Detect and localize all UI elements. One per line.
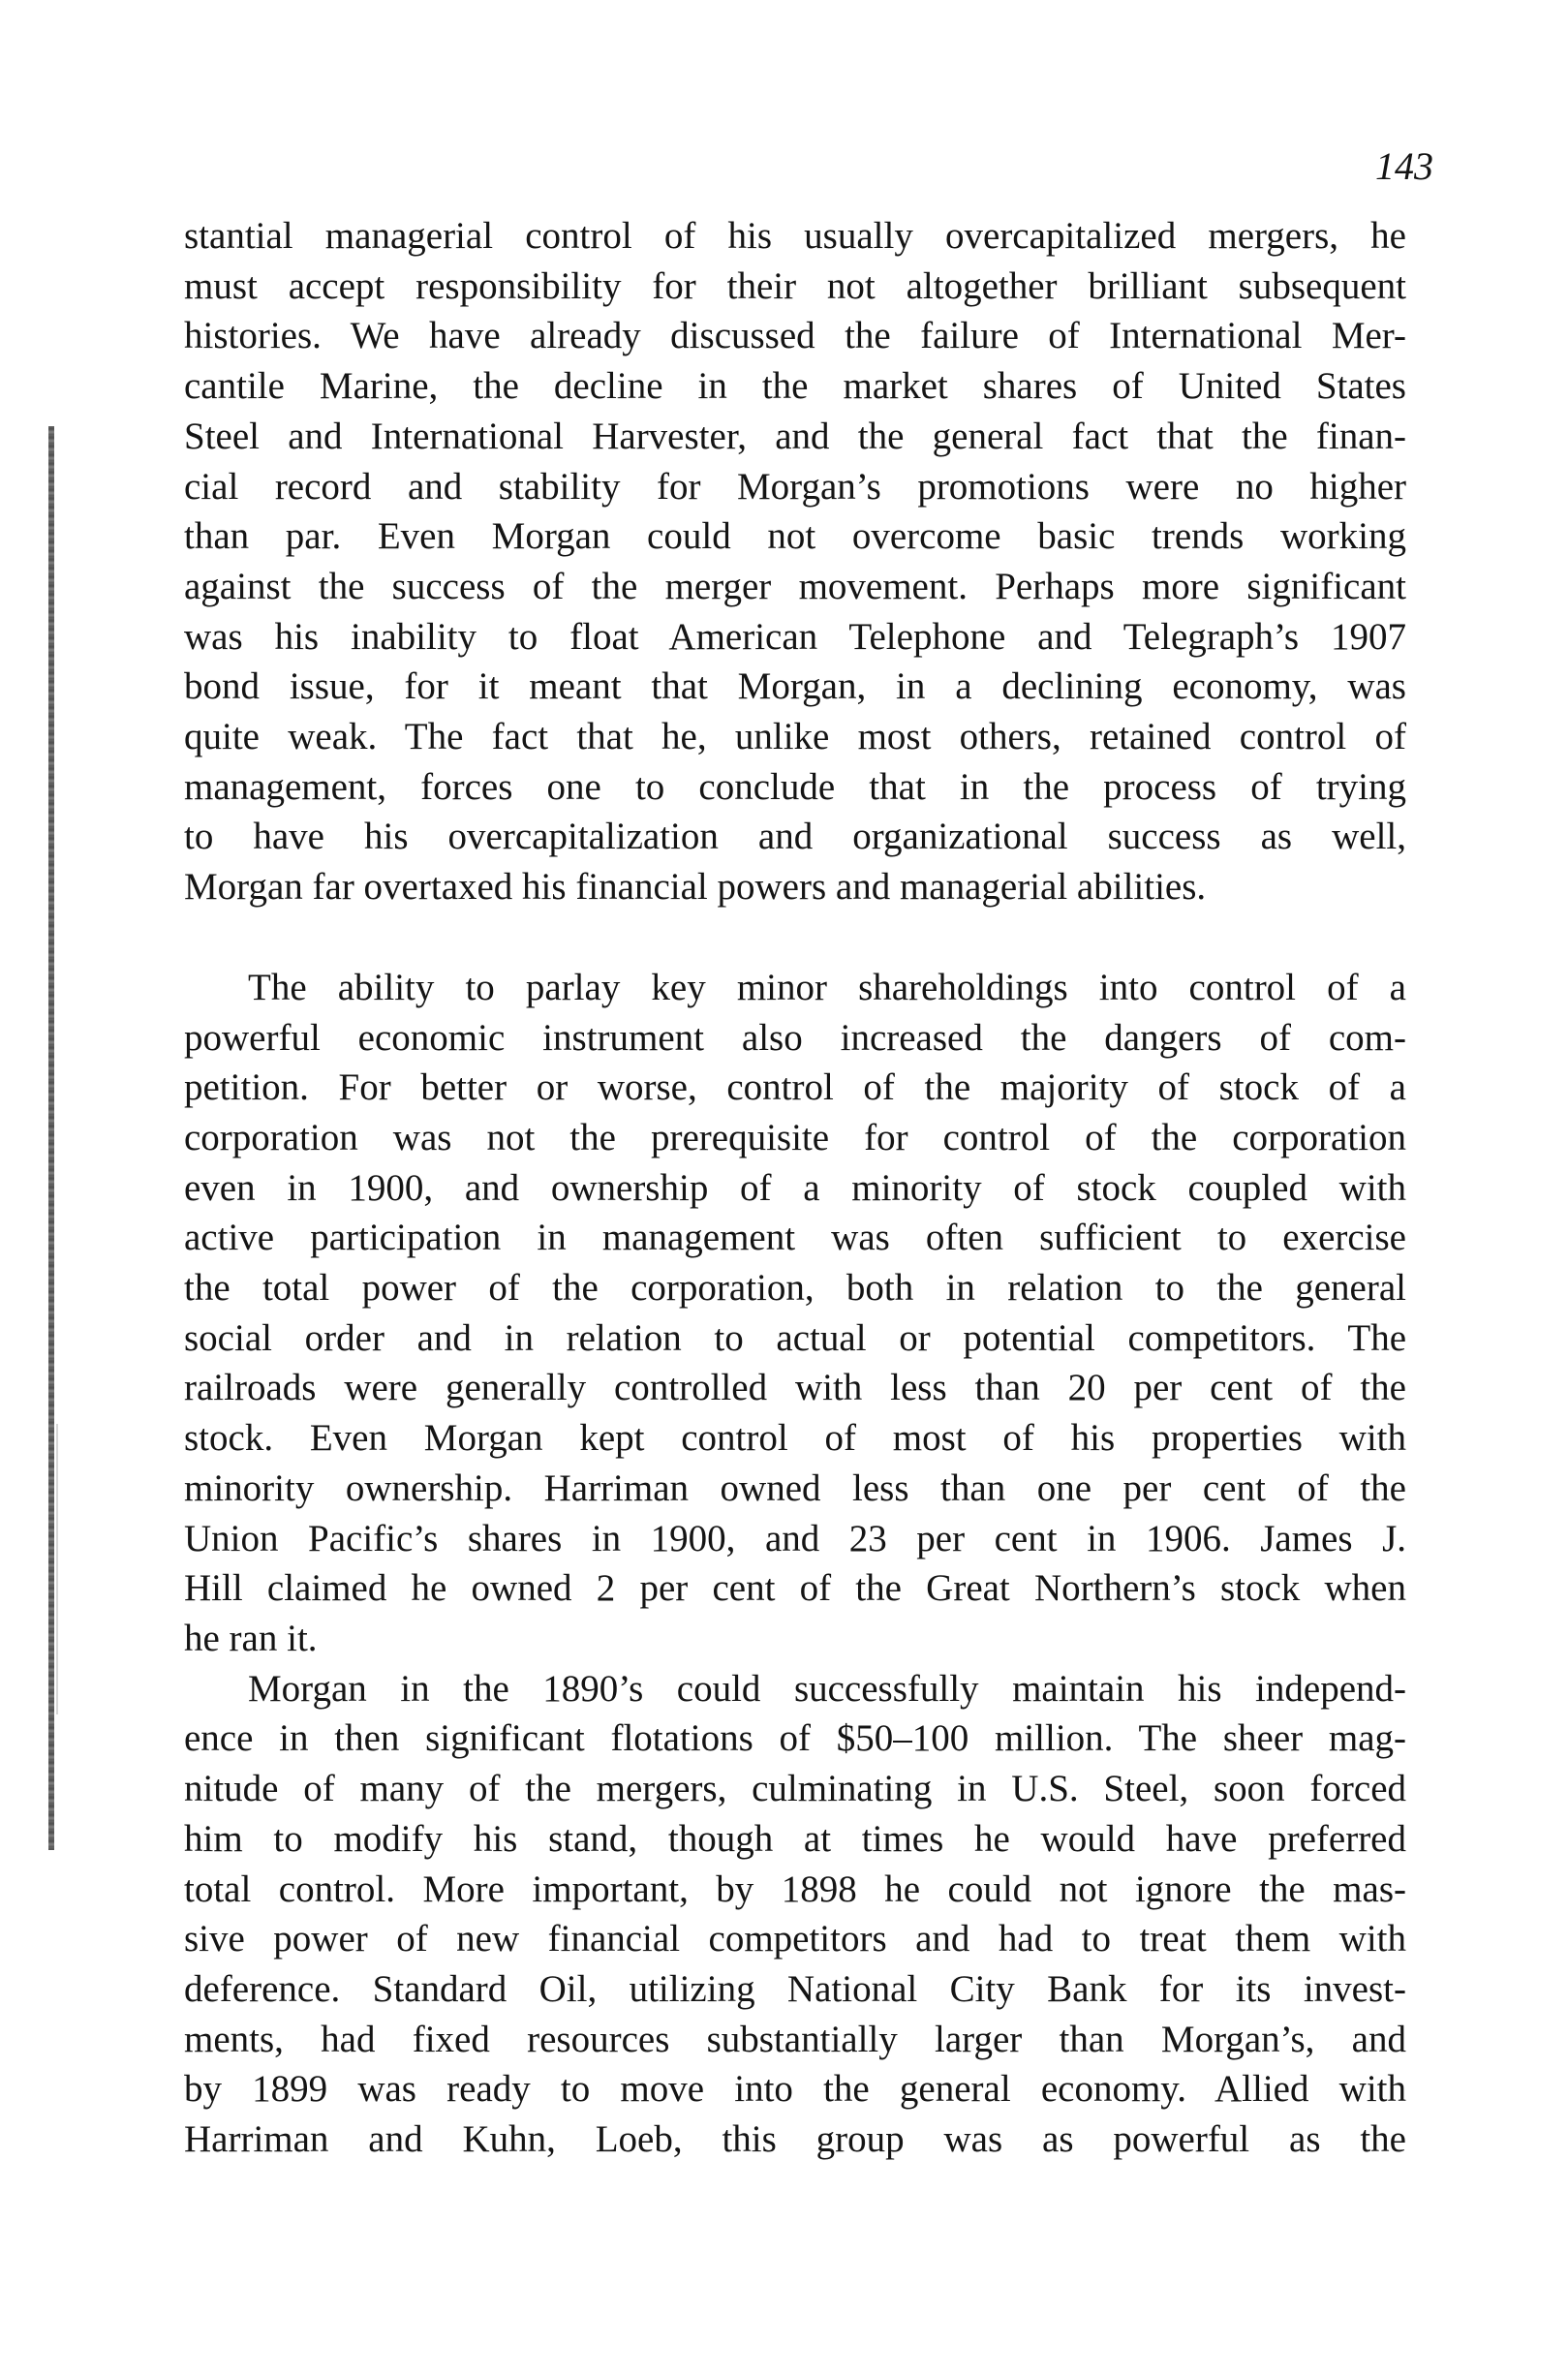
text-line: ence in then significant flotations of $50–100 million. The sheer mag- (184, 1717, 1406, 1760)
section-break (184, 912, 1406, 963)
text-line: sive power of new financial competitors and had to treat them with (184, 1918, 1406, 1960)
text-line: management, forces one to conclude that in the process of trying (184, 765, 1406, 808)
text-line: Union Pacific’s shares in 1900, and 23 per cent in 1906. James J. (184, 1517, 1406, 1559)
text-line: The ability to parlay key minor shareholdings into control of a (248, 966, 1406, 1008)
text-line: deference. Standard Oil, utilizing National City Bank for its invest- (184, 1967, 1406, 2010)
text-line: by 1899 was ready to move into the general economy. Allied with (184, 2068, 1406, 2111)
text-line: total control. More important, by 1898 he could not ignore the mas- (184, 1868, 1406, 1910)
text-line: powerful economic instrument also increased the dangers of com- (184, 1016, 1406, 1059)
text-line: than par. Even Morgan could not overcome basic trends working (184, 515, 1406, 558)
body-text (184, 211, 1406, 2165)
text-line: ments, had fixed resources substantially larger than Morgan’s, and (184, 2018, 1406, 2060)
text-line: Steel and International Harvester, and the general fact that the finan- (184, 415, 1406, 457)
text-line: against the success of the merger movement. Perhaps more significant (184, 565, 1406, 607)
text-line: social order and in relation to actual or potential competitors. The (184, 1316, 1406, 1359)
text-line: stock. Even Morgan kept control of most of his properties with (184, 1417, 1406, 1460)
text-line: quite weak. The fact that he, unlike most others, retained control of (184, 716, 1406, 758)
text-line: active participation in management was often sufficient to exercise (184, 1217, 1406, 1259)
text-line: Morgan far overtaxed his financial powers and managerial abilities. (184, 866, 1207, 909)
text-line: he ran it. (184, 1617, 318, 1659)
text-line: Morgan in the 1890’s could successfully maintain his independ- (248, 1667, 1406, 1710)
text-line: nitude of many of the mergers, culminating in U.S. Steel, soon forced (184, 1768, 1406, 1810)
text-line: Hill claimed he owned 2 per cent of the Great Northern’s stock when (184, 1567, 1406, 1610)
text-line: corporation was not the prerequisite for control of the corporation (184, 1116, 1406, 1158)
text-line: even in 1900, and ownership of a minority of stock coupled with (184, 1166, 1406, 1209)
page-binding-shadow (56, 1424, 58, 1714)
page-binding-edge (48, 426, 54, 1850)
text-line: railroads were generally controlled with less than 20 per cent of the (184, 1367, 1406, 1409)
text-line: bond issue, for it meant that Morgan, in a declining economy, was (184, 665, 1406, 708)
text-line: must accept responsibility for their not altogether brilliant subsequent (184, 264, 1406, 307)
text-line: was his inability to float American Telephone and Telegraph’s 1907 (184, 615, 1406, 658)
text-line: him to modify his stand, though at times he would have preferred (184, 1817, 1406, 1860)
text-line: to have his overcapitalization and organizational success as well, (184, 816, 1406, 858)
text-line: Harriman and Kuhn, Loeb, this group was as powerful as the (184, 2118, 1406, 2161)
text-line: petition. For better or worse, control of the majority of stock of a (184, 1066, 1406, 1109)
text-line: cial record and stability for Morgan’s promotions were no higher (184, 465, 1406, 508)
text-line: minority ownership. Harriman owned less than one per cent of the (184, 1466, 1406, 1509)
text-line: cantile Marine, the decline in the market shares of United States (184, 365, 1406, 408)
page-number: 143 (1375, 144, 1433, 188)
text-line: stantial managerial control of his usually overcapitalized mergers, he (184, 215, 1406, 257)
text-line: the total power of the corporation, both in relation to the general (184, 1267, 1406, 1310)
text-line: histories. We have already discussed the failure of International Mer- (184, 315, 1406, 357)
